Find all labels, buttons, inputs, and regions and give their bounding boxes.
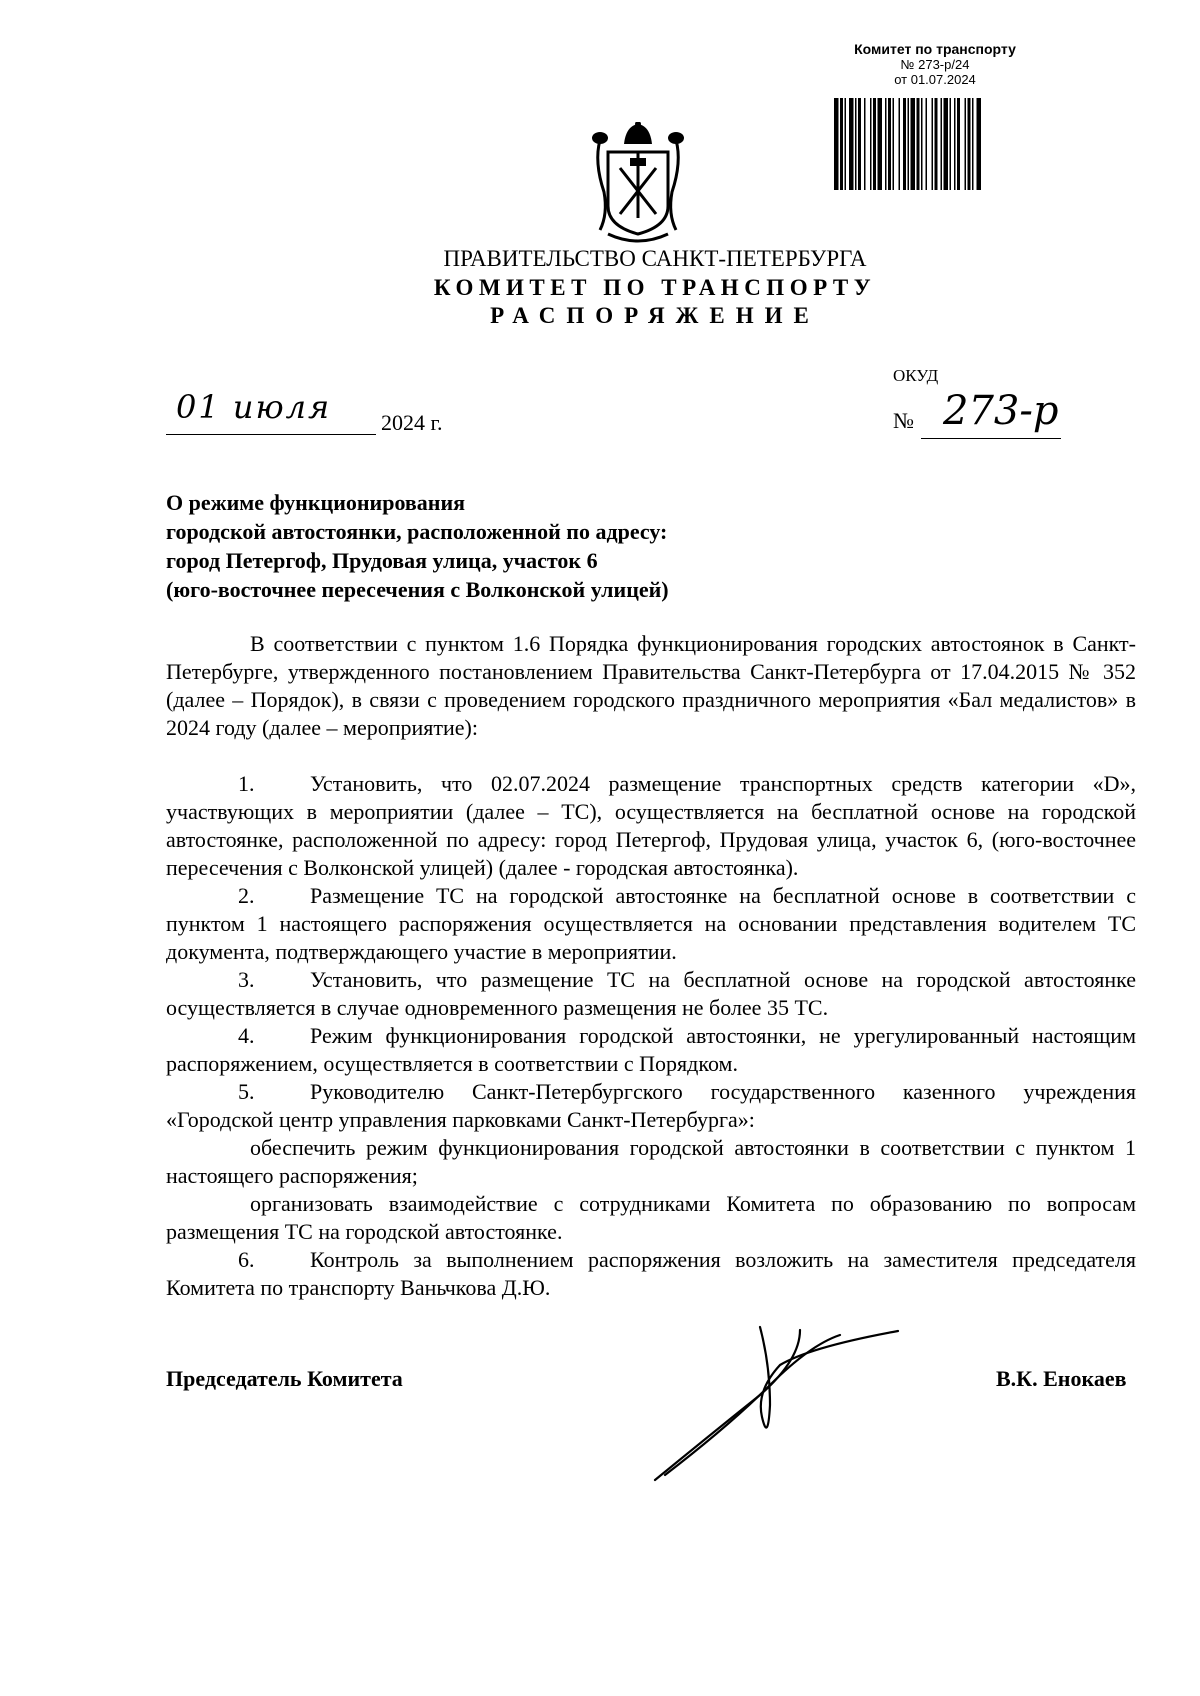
subject-line: О режиме функционирования xyxy=(166,490,466,515)
header-government: ПРАВИТЕЛЬСТВО САНКТ-ПЕТЕРБУРГА xyxy=(443,246,867,271)
handwritten-number: 273-р xyxy=(943,388,1059,434)
list-item xyxy=(166,966,1136,1022)
document-subject xyxy=(166,488,886,604)
coat-of-arms-emblem xyxy=(590,122,686,244)
item-number: 3. xyxy=(238,967,255,992)
subitem-paragraph: обеспечить режим функционирования городской автостоянки в соответствии с пунктом 1 настоящего распоряжения; xyxy=(166,1135,1136,1188)
item-number: 2. xyxy=(238,883,255,908)
header-doc-type: РАСПОРЯЖЕНИЕ xyxy=(490,303,820,328)
subject-line: (юго-восточнее пересечения с Волконской улицей) xyxy=(166,577,669,602)
subject-line: город Петергоф, Прудовая улица, участок 6 xyxy=(166,548,598,573)
document-body xyxy=(166,630,1136,1302)
item-text: Контроль за выполнением распоряжения возложить на заместителя председателя Комитета по транспорту Ваньчкова Д.Ю. xyxy=(166,1247,1136,1300)
item-text: Установить, что 02.07.2024 размещение транспортных средств категории «D», участвующих в мероприятии (далее – ТС), осуществляется на бесплатной основе на городской автостоянке, расположенной по адресу: город Петергоф, Прудовая улица, участок 6, (юго-восточнее пересечения с Волконской улицей) (далее - городская автостоянка). xyxy=(166,771,1136,880)
number-field xyxy=(893,388,1059,434)
handwritten-signature xyxy=(650,1325,900,1485)
list-item xyxy=(166,1078,1136,1134)
item-number: 6. xyxy=(238,1247,255,1272)
number-prefix: № xyxy=(893,408,914,433)
date-underline xyxy=(166,434,376,435)
list-item xyxy=(166,770,1136,882)
signatory-name: В.К. Енокаев xyxy=(996,1366,1127,1391)
stamp-line-committee: Комитет по транспорту xyxy=(854,41,1016,57)
item-number: 5. xyxy=(238,1079,255,1104)
item-text: Режим функционирования городской автостоянки, не урегулированный настоящим распоряжением, осуществляется в соответствии с Порядком. xyxy=(166,1023,1136,1076)
header-committee: КОМИТЕТ ПО ТРАНСПОРТУ xyxy=(433,275,877,300)
stamp-line-date: от 01.07.2024 xyxy=(894,72,976,87)
stamp-line-number: № 273-р/24 xyxy=(900,57,970,72)
item-text: Руководителю Санкт-Петербургского государственного казенного учреждения «Городской центр управления парковками Санкт-Петербурга»: xyxy=(166,1079,1136,1132)
registration-stamp xyxy=(820,42,1050,87)
signatory-position: Председатель Комитета xyxy=(166,1366,403,1391)
handwritten-date: 01 июля xyxy=(176,388,332,426)
item-number: 1. xyxy=(238,771,255,796)
preamble-paragraph: В соответствии с пунктом 1.6 Порядка функционирования городских автостоянок в Санкт-Петербурге, утвержденного постановлением Правительства Санкт-Петербурга от 17.04.2015 № 352 (далее – Порядок), в связи с проведением городского праздничного мероприятия «Бал медалистов» в 2024 году (далее – мероприятие): xyxy=(166,631,1136,740)
item-number: 4. xyxy=(238,1023,255,1048)
date-year: 2024 г. xyxy=(381,410,443,435)
item-text: Установить, что размещение ТС на бесплатной основе на городской автостоянке осуществляется в случае одновременного размещения не более 35 ТС. xyxy=(166,967,1136,1020)
barcode xyxy=(834,98,1040,190)
okud-label: ОКУД xyxy=(893,366,939,385)
item-text: Размещение ТС на городской автостоянке на бесплатной основе в соответствии с пунктом 1 настоящего распоряжения осуществляется на основании представления водителем ТС документа, подтверждающего участие в мероприятии. xyxy=(166,883,1136,964)
list-item xyxy=(166,882,1136,966)
list-item xyxy=(166,1246,1136,1302)
number-underline xyxy=(921,438,1061,439)
list-item xyxy=(166,1022,1136,1078)
subject-line: городской автостоянки, расположенной по адресу: xyxy=(166,519,668,544)
subitem-paragraph: организовать взаимодействие с сотрудниками Комитета по образованию по вопросам размещения ТС на городской автостоянке. xyxy=(166,1191,1136,1244)
